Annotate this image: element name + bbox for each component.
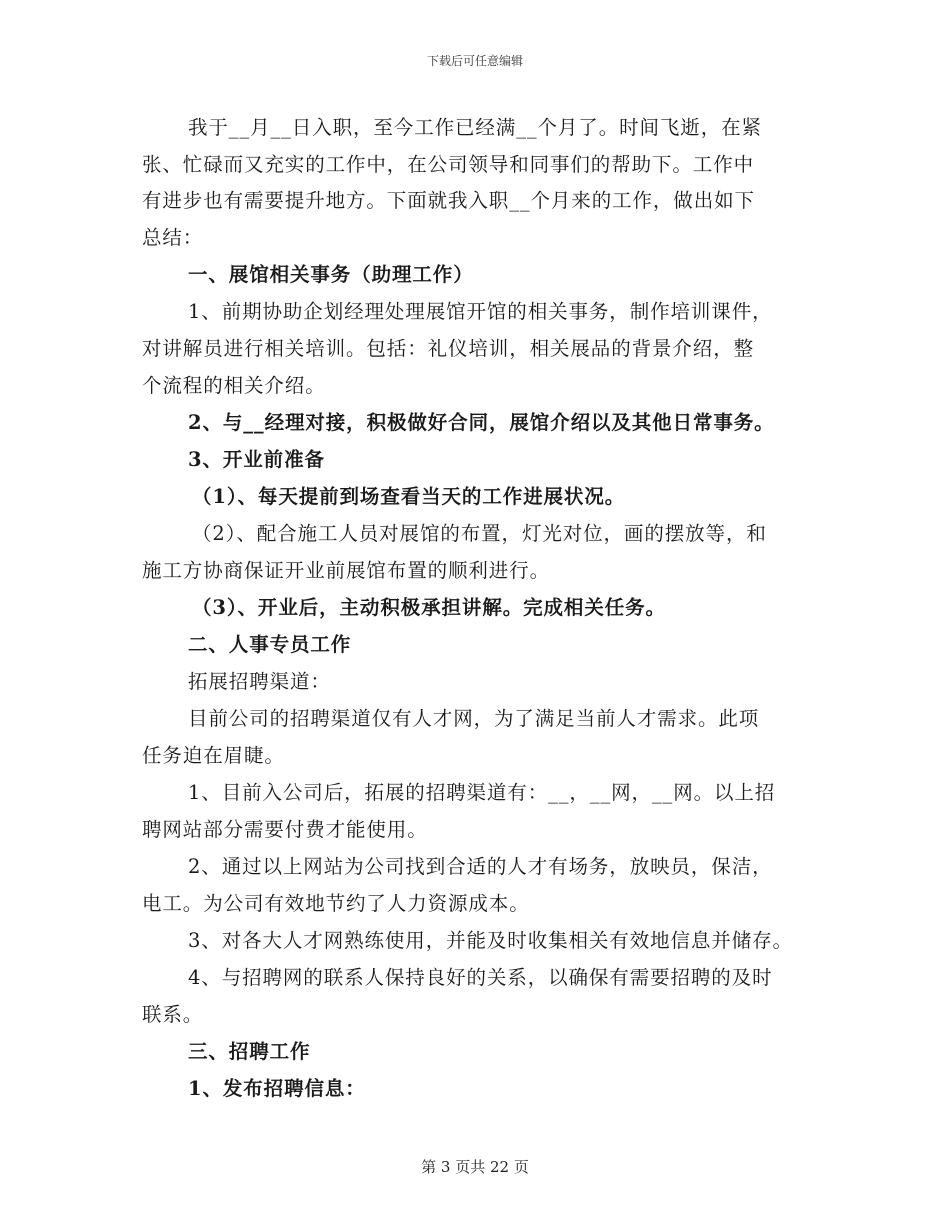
body-line: 聘网站部分需要付费才能使用。 <box>142 818 428 841</box>
body-line: 4、与招聘网的联系人保持良好的关系，以确保有需要招聘的及时 <box>188 966 773 989</box>
body-line: （2）、配合施工人员对展馆的布置，灯光对位，画的摆放等，和 <box>192 522 767 545</box>
body-line-bold: 2、与__经理对接，积极做好合同，展馆介绍以及其他日常事务。 <box>188 411 775 434</box>
section-heading: 一、展馆相关事务（助理工作） <box>188 263 474 286</box>
body-line: 有进步也有需要提升地方。下面就我入职__个月来的工作，做出如下 <box>142 189 755 212</box>
body-line: 1、目前入公司后，拓展的招聘渠道有：__，__网，__网。以上招 <box>188 781 776 804</box>
body-line-bold: （3）、开业后，主动积极承担讲解。完成相关任务。 <box>192 596 666 619</box>
section-heading: 三、招聘工作 <box>188 1040 311 1063</box>
body-line: 总结： <box>142 226 204 249</box>
subsection-heading: 1、发布招聘信息： <box>188 1077 366 1100</box>
body-line: 任务迫在眉睫。 <box>142 744 285 767</box>
page-header: 下载后可任意编辑 <box>426 54 523 68</box>
body-line: 1、前期协助企划经理处理展馆开馆的相关事务，制作培训课件， <box>188 300 773 323</box>
body-line: 对讲解员进行相关培训。包括：礼仪培训，相关展品的背景介绍，整 <box>142 337 755 360</box>
body-line: 张、忙碌而又充实的工作中，在公司领导和同事们的帮助下。工作中 <box>142 153 755 176</box>
body-line-bold: （1）、每天提前到场查看当天的工作进展状况。 <box>192 485 626 508</box>
body-line: 电工。为公司有效地节约了人力资源成本。 <box>142 892 530 915</box>
body-line: 施工方协商保证开业前展馆布置的顺利进行。 <box>142 559 551 582</box>
subsection-heading: 3、开业前准备 <box>188 448 325 471</box>
body-line: 我于__月__日入职，至今工作已经满__个月了。时间飞逝，在紧 <box>188 116 762 139</box>
page-number: 第 3 页共 22 页 <box>421 1158 529 1176</box>
body-line: 3、对各大人才网熟练使用，并能及时收集相关有效地信息并储存。 <box>188 929 793 952</box>
body-line: 联系。 <box>142 1003 204 1026</box>
section-heading: 二、人事专员工作 <box>188 633 352 656</box>
body-line: 个流程的相关介绍。 <box>142 374 326 397</box>
body-line: 拓展招聘渠道： <box>188 670 331 693</box>
body-line: 目前公司的招聘渠道仅有人才网，为了满足当前人才需求。此项 <box>188 707 760 730</box>
body-line: 2、通过以上网站为公司找到合适的人才有场务，放映员，保洁， <box>188 855 773 878</box>
